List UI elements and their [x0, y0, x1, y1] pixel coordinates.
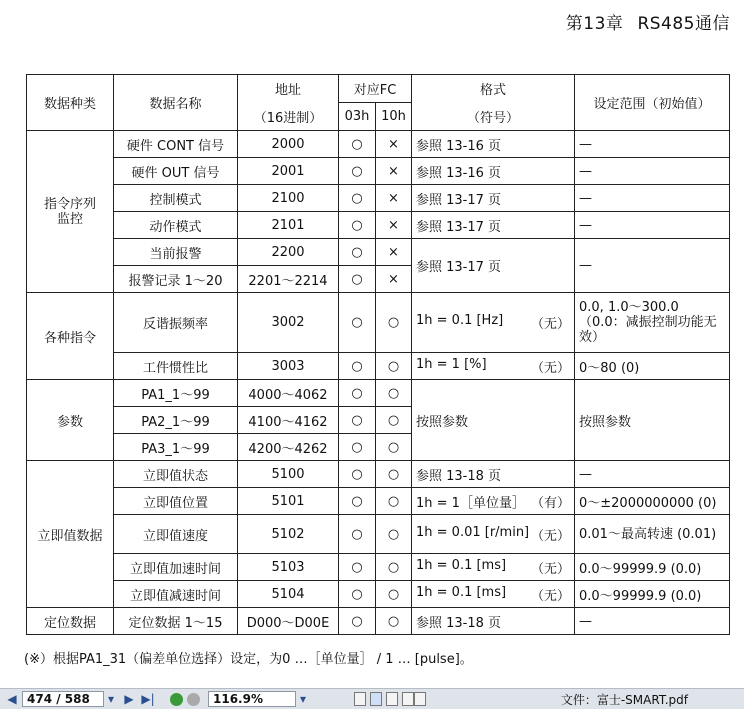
next-page-icon[interactable]: ▶ [124, 692, 134, 706]
pdf-viewer-toolbar [0, 688, 744, 709]
row-range: — [575, 461, 730, 488]
row-range: — [575, 131, 730, 158]
row-address: 3003 [238, 353, 339, 380]
group-label: 指令序列监控 [27, 131, 114, 293]
row-address: 5102 [238, 515, 339, 554]
row-format [412, 554, 575, 581]
row-fc03: ○ [339, 608, 376, 635]
chapter-title: RS485通信 [637, 14, 730, 34]
row-name: 立即值状态 [114, 461, 238, 488]
table-row [27, 488, 730, 515]
row-range: 按照参数 [575, 380, 730, 461]
header-fc03: 03h [339, 103, 376, 131]
row-address: 3002 [238, 293, 339, 353]
header-address-sub: （16进制） [238, 103, 339, 131]
row-format-symbol: （无） [530, 561, 570, 577]
row-range: 0.0～99999.9 (0.0) [575, 581, 730, 608]
row-format-symbol: （无） [530, 360, 570, 376]
row-format: 参照 13-18 页 [412, 461, 575, 488]
table-row [27, 239, 730, 266]
row-fc10: × [376, 212, 412, 239]
row-fc03: ○ [339, 461, 376, 488]
row-fc03: ○ [339, 380, 376, 407]
row-address: 5100 [238, 461, 339, 488]
row-name: 定位数据 1～15 [114, 608, 238, 635]
row-fc10: ○ [376, 581, 412, 608]
row-range: — [575, 158, 730, 185]
group-label: 各种指令 [27, 293, 114, 380]
row-fc10: ○ [376, 608, 412, 635]
row-name: PA2_1～99 [114, 407, 238, 434]
row-fc03: ○ [339, 434, 376, 461]
zoom-field[interactable]: 116.9% [208, 691, 296, 707]
row-name: 控制模式 [114, 185, 238, 212]
row-name: 硬件 OUT 信号 [114, 158, 238, 185]
row-name: 立即值速度 [114, 515, 238, 554]
last-page-icon[interactable]: ▶| [141, 692, 155, 706]
row-format: 按照参数 [412, 380, 575, 461]
table-row [27, 581, 730, 608]
row-range: 0.01～最高转速 (0.01) [575, 515, 730, 554]
group-label: 参数 [27, 380, 114, 461]
table-row [27, 461, 730, 488]
row-fc10: ○ [376, 380, 412, 407]
row-fc10: ○ [376, 461, 412, 488]
header-kind: 数据种类 [27, 75, 114, 131]
row-fc03: ○ [339, 158, 376, 185]
row-address: 2001 [238, 158, 339, 185]
row-fc10: × [376, 185, 412, 212]
row-address: D000～D00E [238, 608, 339, 635]
rs485-address-table [26, 74, 730, 635]
row-format [412, 353, 575, 380]
row-format [412, 515, 575, 554]
row-fc03: ○ [339, 515, 376, 554]
row-fc03: ○ [339, 407, 376, 434]
row-format-symbol: （无） [530, 317, 570, 332]
row-format-symbol: （有） [530, 495, 570, 511]
row-address: 4100～4162 [238, 407, 339, 434]
table-row [27, 554, 730, 581]
row-name: 立即值减速时间 [114, 581, 238, 608]
row-name: 工件惯性比 [114, 353, 238, 380]
table-row [27, 293, 730, 353]
row-name: 反谐振频率 [114, 293, 238, 353]
page-header [552, 9, 730, 34]
row-name: 硬件 CONT 信号 [114, 131, 238, 158]
row-fc03: ○ [339, 239, 376, 266]
row-name: 当前报警 [114, 239, 238, 266]
header-fc10: 10h [376, 103, 412, 131]
row-fc10: × [376, 158, 412, 185]
row-format: 参照 13-16 页 [412, 131, 575, 158]
row-name: PA3_1～99 [114, 434, 238, 461]
group-label: 立即值数据 [27, 461, 114, 608]
row-fc10: ○ [376, 407, 412, 434]
row-range: — [575, 239, 730, 293]
row-fc03: ○ [339, 293, 376, 353]
page-number-field[interactable]: 474 / 588 [22, 691, 104, 707]
row-format-symbol: （无） [530, 588, 570, 604]
zoom-dropdown-icon[interactable]: ▾ [299, 692, 307, 706]
table-row [27, 515, 730, 554]
table-header-row [27, 75, 730, 103]
table-row [27, 608, 730, 635]
prev-page-icon[interactable]: ◀ [7, 692, 17, 706]
row-fc10: ○ [376, 488, 412, 515]
row-format [412, 293, 575, 353]
row-fc10: × [376, 239, 412, 266]
row-address: 5104 [238, 581, 339, 608]
row-fc03: ○ [339, 554, 376, 581]
row-fc03: ○ [339, 353, 376, 380]
row-address: 2200 [238, 239, 339, 266]
forward-icon[interactable] [187, 691, 200, 707]
row-fc03: ○ [339, 131, 376, 158]
row-format-unit: 1h = 0.1 [Hz] [416, 313, 504, 328]
row-format: 参照 13-18 页 [412, 608, 575, 635]
file-name: 文件：富士-SMART.pdf [560, 692, 688, 707]
row-fc10: × [376, 266, 412, 293]
row-range: 0.0～99999.9 (0.0) [575, 554, 730, 581]
single-page-icon[interactable] [354, 691, 366, 707]
row-format-unit: 1h = 1 [%] [416, 356, 487, 372]
header-format: 格式 [412, 75, 575, 103]
row-fc10: ○ [376, 515, 412, 554]
row-fc10: ○ [376, 434, 412, 461]
row-fc03: ○ [339, 185, 376, 212]
row-range: 0～±2000000000 (0) [575, 488, 730, 515]
row-name: 立即值加速时间 [114, 554, 238, 581]
row-address: 5103 [238, 554, 339, 581]
row-range: — [575, 212, 730, 239]
facing-page-icon[interactable] [386, 691, 398, 707]
row-format: 参照 13-17 页 [412, 212, 575, 239]
row-format-unit: 1h = 1［单位量］ [416, 495, 525, 511]
row-fc10: ○ [376, 554, 412, 581]
row-format-unit: 1h = 0.1 [ms] [416, 557, 507, 573]
row-address: 2000 [238, 131, 339, 158]
row-fc03: ○ [339, 212, 376, 239]
continuous-page-icon[interactable] [370, 691, 382, 707]
table-row [27, 131, 730, 158]
row-address: 4000～4062 [238, 380, 339, 407]
row-fc10: × [376, 131, 412, 158]
row-range: — [575, 608, 730, 635]
footnote: (※）根据PA1_31（偏差单位选择）设定，为0 …［单位量］ / 1 … [pulse]。 [24, 652, 473, 667]
row-fc03: ○ [339, 581, 376, 608]
header-range: 设定范围（初始值） [575, 75, 730, 131]
row-format: 参照 13-17 页 [412, 185, 575, 212]
row-address: 4200～4262 [238, 434, 339, 461]
row-format-unit: 1h = 0.01 [r/min] [416, 524, 530, 540]
row-format [412, 488, 575, 515]
row-address: 2201～2214 [238, 266, 339, 293]
row-address: 5101 [238, 488, 339, 515]
row-address: 2100 [238, 185, 339, 212]
row-format-unit: 1h = 0.1 [ms] [416, 584, 507, 600]
back-icon[interactable] [170, 691, 183, 707]
header-address: 地址 [238, 75, 339, 103]
row-name: PA1_1～99 [114, 380, 238, 407]
table-row [27, 380, 730, 407]
row-fc03: ○ [339, 266, 376, 293]
row-format: 参照 13-17 页 [412, 239, 575, 293]
row-name: 报警记录 1～20 [114, 266, 238, 293]
row-name: 动作模式 [114, 212, 238, 239]
row-fc10: ○ [376, 353, 412, 380]
row-fc10: ○ [376, 293, 412, 353]
row-name: 立即值位置 [114, 488, 238, 515]
page-dropdown-icon[interactable]: ▾ [107, 692, 115, 706]
row-format: 参照 13-16 页 [412, 158, 575, 185]
header-format-sub: （符号） [412, 103, 575, 131]
row-range: — [575, 185, 730, 212]
table-row [27, 185, 730, 212]
table-row [27, 353, 730, 380]
table-row [27, 212, 730, 239]
row-range: 0.0, 1.0～300.0 （0.0：减振控制功能无效） [575, 293, 730, 353]
row-format [412, 581, 575, 608]
row-format-symbol: （无） [530, 528, 570, 544]
continuous-facing-icon[interactable] [402, 691, 426, 707]
row-fc03: ○ [339, 488, 376, 515]
row-address: 2101 [238, 212, 339, 239]
chapter-label: 第13章 [565, 14, 624, 34]
row-range: 0～80 (0) [575, 353, 730, 380]
table-row [27, 158, 730, 185]
group-label: 定位数据 [27, 608, 114, 635]
header-fc: 对应FC [339, 75, 412, 103]
header-name: 数据名称 [114, 75, 238, 131]
